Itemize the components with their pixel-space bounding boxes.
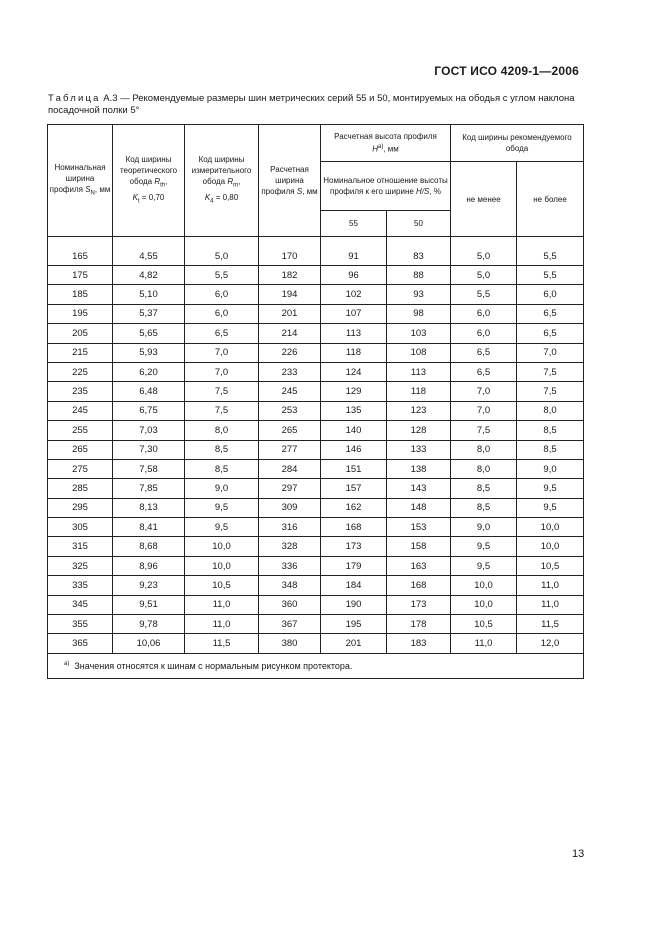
table-cell: 9,0 (517, 459, 584, 478)
table-row (48, 634, 584, 653)
table-row (48, 401, 584, 420)
table-cell: 7,30 (113, 440, 185, 459)
table-row (48, 324, 584, 343)
table-cell: 305 (48, 518, 113, 537)
table-cell: 98 (387, 304, 451, 323)
table-cell: 11,0 (517, 576, 584, 595)
table-cell: 245 (259, 382, 321, 401)
table-cell: 5,0 (451, 266, 517, 285)
table-cell: 91 (321, 237, 387, 266)
table-cell: 5,5 (517, 266, 584, 285)
table-cell: 8,5 (185, 440, 259, 459)
table-cell: 7,0 (185, 343, 259, 362)
table-cell: 10,06 (113, 634, 185, 653)
table-cell: 170 (259, 237, 321, 266)
table-cell: 328 (259, 537, 321, 556)
table-cell: 96 (321, 266, 387, 285)
table-cell: 103 (387, 324, 451, 343)
table-cell: 10,5 (451, 615, 517, 634)
table-caption (48, 93, 584, 117)
table-cell: 9,5 (185, 518, 259, 537)
table-cell: 6,0 (185, 304, 259, 323)
table-cell: 245 (48, 401, 113, 420)
table-cell: 275 (48, 459, 113, 478)
table-cell: 9,5 (517, 479, 584, 498)
table-cell: 6,0 (451, 324, 517, 343)
table-cell: 113 (321, 324, 387, 343)
table-cell: 9,5 (451, 556, 517, 575)
table-row (48, 421, 584, 440)
table-cell: 265 (259, 421, 321, 440)
table-cell: 8,0 (451, 440, 517, 459)
table-cell: 7,85 (113, 479, 185, 498)
table-cell: 10,0 (451, 576, 517, 595)
table-cell: 182 (259, 266, 321, 285)
table-cell: 128 (387, 421, 451, 440)
table-cell: 336 (259, 556, 321, 575)
table-cell: 7,0 (517, 343, 584, 362)
table-cell: 108 (387, 343, 451, 362)
caption-text: А.3 — Рекомендуемые размеры шин метрических серий 55 и 50, монтируемых на ободья с углом наклона посадочной полки 5° (48, 93, 575, 116)
caption-label: Таблица (48, 93, 101, 104)
table-cell: 5,5 (451, 285, 517, 304)
table-cell: 8,0 (451, 459, 517, 478)
table-cell: 7,5 (185, 382, 259, 401)
table-row (48, 266, 584, 285)
table-cell: 5,93 (113, 343, 185, 362)
table-row (48, 479, 584, 498)
header-measuring-rim-code: Код ширины измерительного обода $R_m$, $K_4 = 0,80$ (185, 125, 259, 237)
table-cell: 215 (48, 343, 113, 362)
table-cell: 7,5 (517, 382, 584, 401)
table-cell: 284 (259, 459, 321, 478)
table-cell: 133 (387, 440, 451, 459)
header-design-height: Расчетная высота профиля $H^{a)}$, мм (321, 125, 451, 162)
table-cell: 367 (259, 615, 321, 634)
table-cell: 124 (321, 362, 387, 381)
table-row (48, 576, 584, 595)
table-cell: 8,96 (113, 556, 185, 575)
table-cell: 8,5 (451, 498, 517, 517)
table-cell: 190 (321, 595, 387, 614)
table-cell: 175 (48, 266, 113, 285)
table-cell: 348 (259, 576, 321, 595)
table-cell: 345 (48, 595, 113, 614)
table-cell: 11,5 (517, 615, 584, 634)
table-cell: 153 (387, 518, 451, 537)
table-cell: 6,75 (113, 401, 185, 420)
header-theoretical-rim-code: Код ширины теоретического обода $R_{th}$, $K_t = 0,70$ (113, 125, 185, 237)
header-rim-code: Код ширины рекомендуемого обода (451, 125, 584, 162)
header-design-width: Расчетная ширина профиля S, мм (259, 125, 321, 237)
table-cell: 195 (321, 615, 387, 634)
document-standard-header: ГОСТ ИСО 4209-1—2006 (434, 64, 579, 78)
table-row (48, 615, 584, 634)
table-row (48, 285, 584, 304)
table-cell: 5,5 (517, 237, 584, 266)
table-cell: 11,0 (517, 595, 584, 614)
table-cell: 295 (48, 498, 113, 517)
table-cell: 11,0 (185, 595, 259, 614)
table-cell: 265 (48, 440, 113, 459)
table-cell: 6,5 (451, 362, 517, 381)
table-cell: 8,0 (517, 401, 584, 420)
table-cell: 9,5 (517, 498, 584, 517)
header-not-more: не более (517, 162, 584, 237)
table-cell: 225 (48, 362, 113, 381)
table-cell: 315 (48, 537, 113, 556)
table-cell: 7,5 (185, 401, 259, 420)
table-cell: 8,0 (185, 421, 259, 440)
table-cell: 5,0 (451, 237, 517, 266)
table-cell: 309 (259, 498, 321, 517)
table-cell: 316 (259, 518, 321, 537)
table-cell: 10,5 (185, 576, 259, 595)
table-cell: 253 (259, 401, 321, 420)
table-cell: 8,68 (113, 537, 185, 556)
table-cell: 7,58 (113, 459, 185, 478)
table-cell: 365 (48, 634, 113, 653)
table-row (48, 459, 584, 478)
table-cell: 11,0 (451, 634, 517, 653)
table-cell: 102 (321, 285, 387, 304)
header-aspect-ratio: Номинальное отношение высоты профиля к его ширине H/S, % (321, 162, 451, 211)
table-cell: 157 (321, 479, 387, 498)
table-cell: 12,0 (517, 634, 584, 653)
table-row (48, 382, 584, 401)
table-cell: 10,5 (517, 556, 584, 575)
table-cell: 185 (48, 285, 113, 304)
table-cell: 143 (387, 479, 451, 498)
table-cell: 88 (387, 266, 451, 285)
table-cell: 148 (387, 498, 451, 517)
table-cell: 6,5 (185, 324, 259, 343)
table-cell: 83 (387, 237, 451, 266)
page-number: 13 (572, 848, 585, 860)
table-cell: 7,5 (451, 421, 517, 440)
table-cell: 135 (321, 401, 387, 420)
table-cell: 173 (387, 595, 451, 614)
table-cell: 8,5 (451, 479, 517, 498)
table-cell: 8,13 (113, 498, 185, 517)
table-cell: 4,82 (113, 266, 185, 285)
table-cell: 360 (259, 595, 321, 614)
table-cell: 168 (387, 576, 451, 595)
table-cell: 9,23 (113, 576, 185, 595)
table-cell: 10,0 (185, 537, 259, 556)
table-cell: 5,0 (185, 237, 259, 266)
table-cell: 205 (48, 324, 113, 343)
table-cell: 9,78 (113, 615, 185, 634)
table-cell: 8,5 (517, 421, 584, 440)
header-series-55: 55 (321, 211, 387, 237)
table-cell: 6,5 (517, 304, 584, 323)
table-cell: 285 (48, 479, 113, 498)
table-cell: 168 (321, 518, 387, 537)
header-series-50: 50 (387, 211, 451, 237)
table-cell: 10,0 (517, 537, 584, 556)
table-cell: 173 (321, 537, 387, 556)
table-cell: 325 (48, 556, 113, 575)
table-cell: 162 (321, 498, 387, 517)
table-cell: 235 (48, 382, 113, 401)
table-cell: 146 (321, 440, 387, 459)
table-cell: 9,0 (185, 479, 259, 498)
table-cell: 10,0 (517, 518, 584, 537)
table-cell: 6,5 (517, 324, 584, 343)
tire-size-table (47, 124, 584, 679)
table-cell: 140 (321, 421, 387, 440)
table-cell: 7,0 (451, 382, 517, 401)
table-cell: 7,0 (451, 401, 517, 420)
table-cell: 179 (321, 556, 387, 575)
table-cell: 138 (387, 459, 451, 478)
table-cell: 6,20 (113, 362, 185, 381)
table-row (48, 595, 584, 614)
table-cell: 255 (48, 421, 113, 440)
table-cell: 113 (387, 362, 451, 381)
table-cell: 194 (259, 285, 321, 304)
table-cell: 9,5 (451, 537, 517, 556)
table-cell: 118 (387, 382, 451, 401)
table-cell: 6,48 (113, 382, 185, 401)
table-cell: 165 (48, 237, 113, 266)
table-cell: 151 (321, 459, 387, 478)
header-not-less: не менее (451, 162, 517, 237)
table-cell: 277 (259, 440, 321, 459)
table-cell: 355 (48, 615, 113, 634)
table-cell: 195 (48, 304, 113, 323)
table-cell: 11,5 (185, 634, 259, 653)
table-cell: 9,0 (451, 518, 517, 537)
table-row (48, 537, 584, 556)
table-cell: 8,5 (517, 440, 584, 459)
table-cell: 93 (387, 285, 451, 304)
table-cell: 8,5 (185, 459, 259, 478)
table-cell: 118 (321, 343, 387, 362)
table-cell: 123 (387, 401, 451, 420)
table-cell: 7,03 (113, 421, 185, 440)
table-cell: 6,0 (517, 285, 584, 304)
table-row (48, 362, 584, 381)
table-row (48, 304, 584, 323)
table-cell: 183 (387, 634, 451, 653)
table-cell: 7,5 (517, 362, 584, 381)
table-cell: 9,5 (185, 498, 259, 517)
table-cell: 5,10 (113, 285, 185, 304)
table-row (48, 498, 584, 517)
table-cell: 9,51 (113, 595, 185, 614)
table-cell: 11,0 (185, 615, 259, 634)
table-cell: 5,5 (185, 266, 259, 285)
header-nominal-width: Номинальная ширина профиля $S_N$, мм (48, 125, 113, 237)
table-cell: 214 (259, 324, 321, 343)
table-cell: 5,65 (113, 324, 185, 343)
table-cell: 10,0 (185, 556, 259, 575)
table-cell: 8,41 (113, 518, 185, 537)
table-cell: 158 (387, 537, 451, 556)
table-cell: 107 (321, 304, 387, 323)
table-cell: 10,0 (451, 595, 517, 614)
table-cell: 201 (259, 304, 321, 323)
table-cell: 5,37 (113, 304, 185, 323)
table-cell: 6,0 (185, 285, 259, 304)
table-row (48, 440, 584, 459)
table-cell: 7,0 (185, 362, 259, 381)
table-cell: 233 (259, 362, 321, 381)
table-cell: 129 (321, 382, 387, 401)
table-cell: 201 (321, 634, 387, 653)
table-row (48, 556, 584, 575)
table-cell: 6,0 (451, 304, 517, 323)
table-cell: 380 (259, 634, 321, 653)
table-row (48, 237, 584, 266)
table-cell: 178 (387, 615, 451, 634)
table-cell: 4,55 (113, 237, 185, 266)
table-cell: 163 (387, 556, 451, 575)
table-row (48, 343, 584, 362)
table-cell: 184 (321, 576, 387, 595)
table-cell: 335 (48, 576, 113, 595)
table-cell: 297 (259, 479, 321, 498)
table-footnote: $^{a)}$ Значения относятся к шинам с нормальным рисунком протектора. (48, 653, 584, 678)
table-cell: 6,5 (451, 343, 517, 362)
table-row (48, 518, 584, 537)
table-cell: 226 (259, 343, 321, 362)
